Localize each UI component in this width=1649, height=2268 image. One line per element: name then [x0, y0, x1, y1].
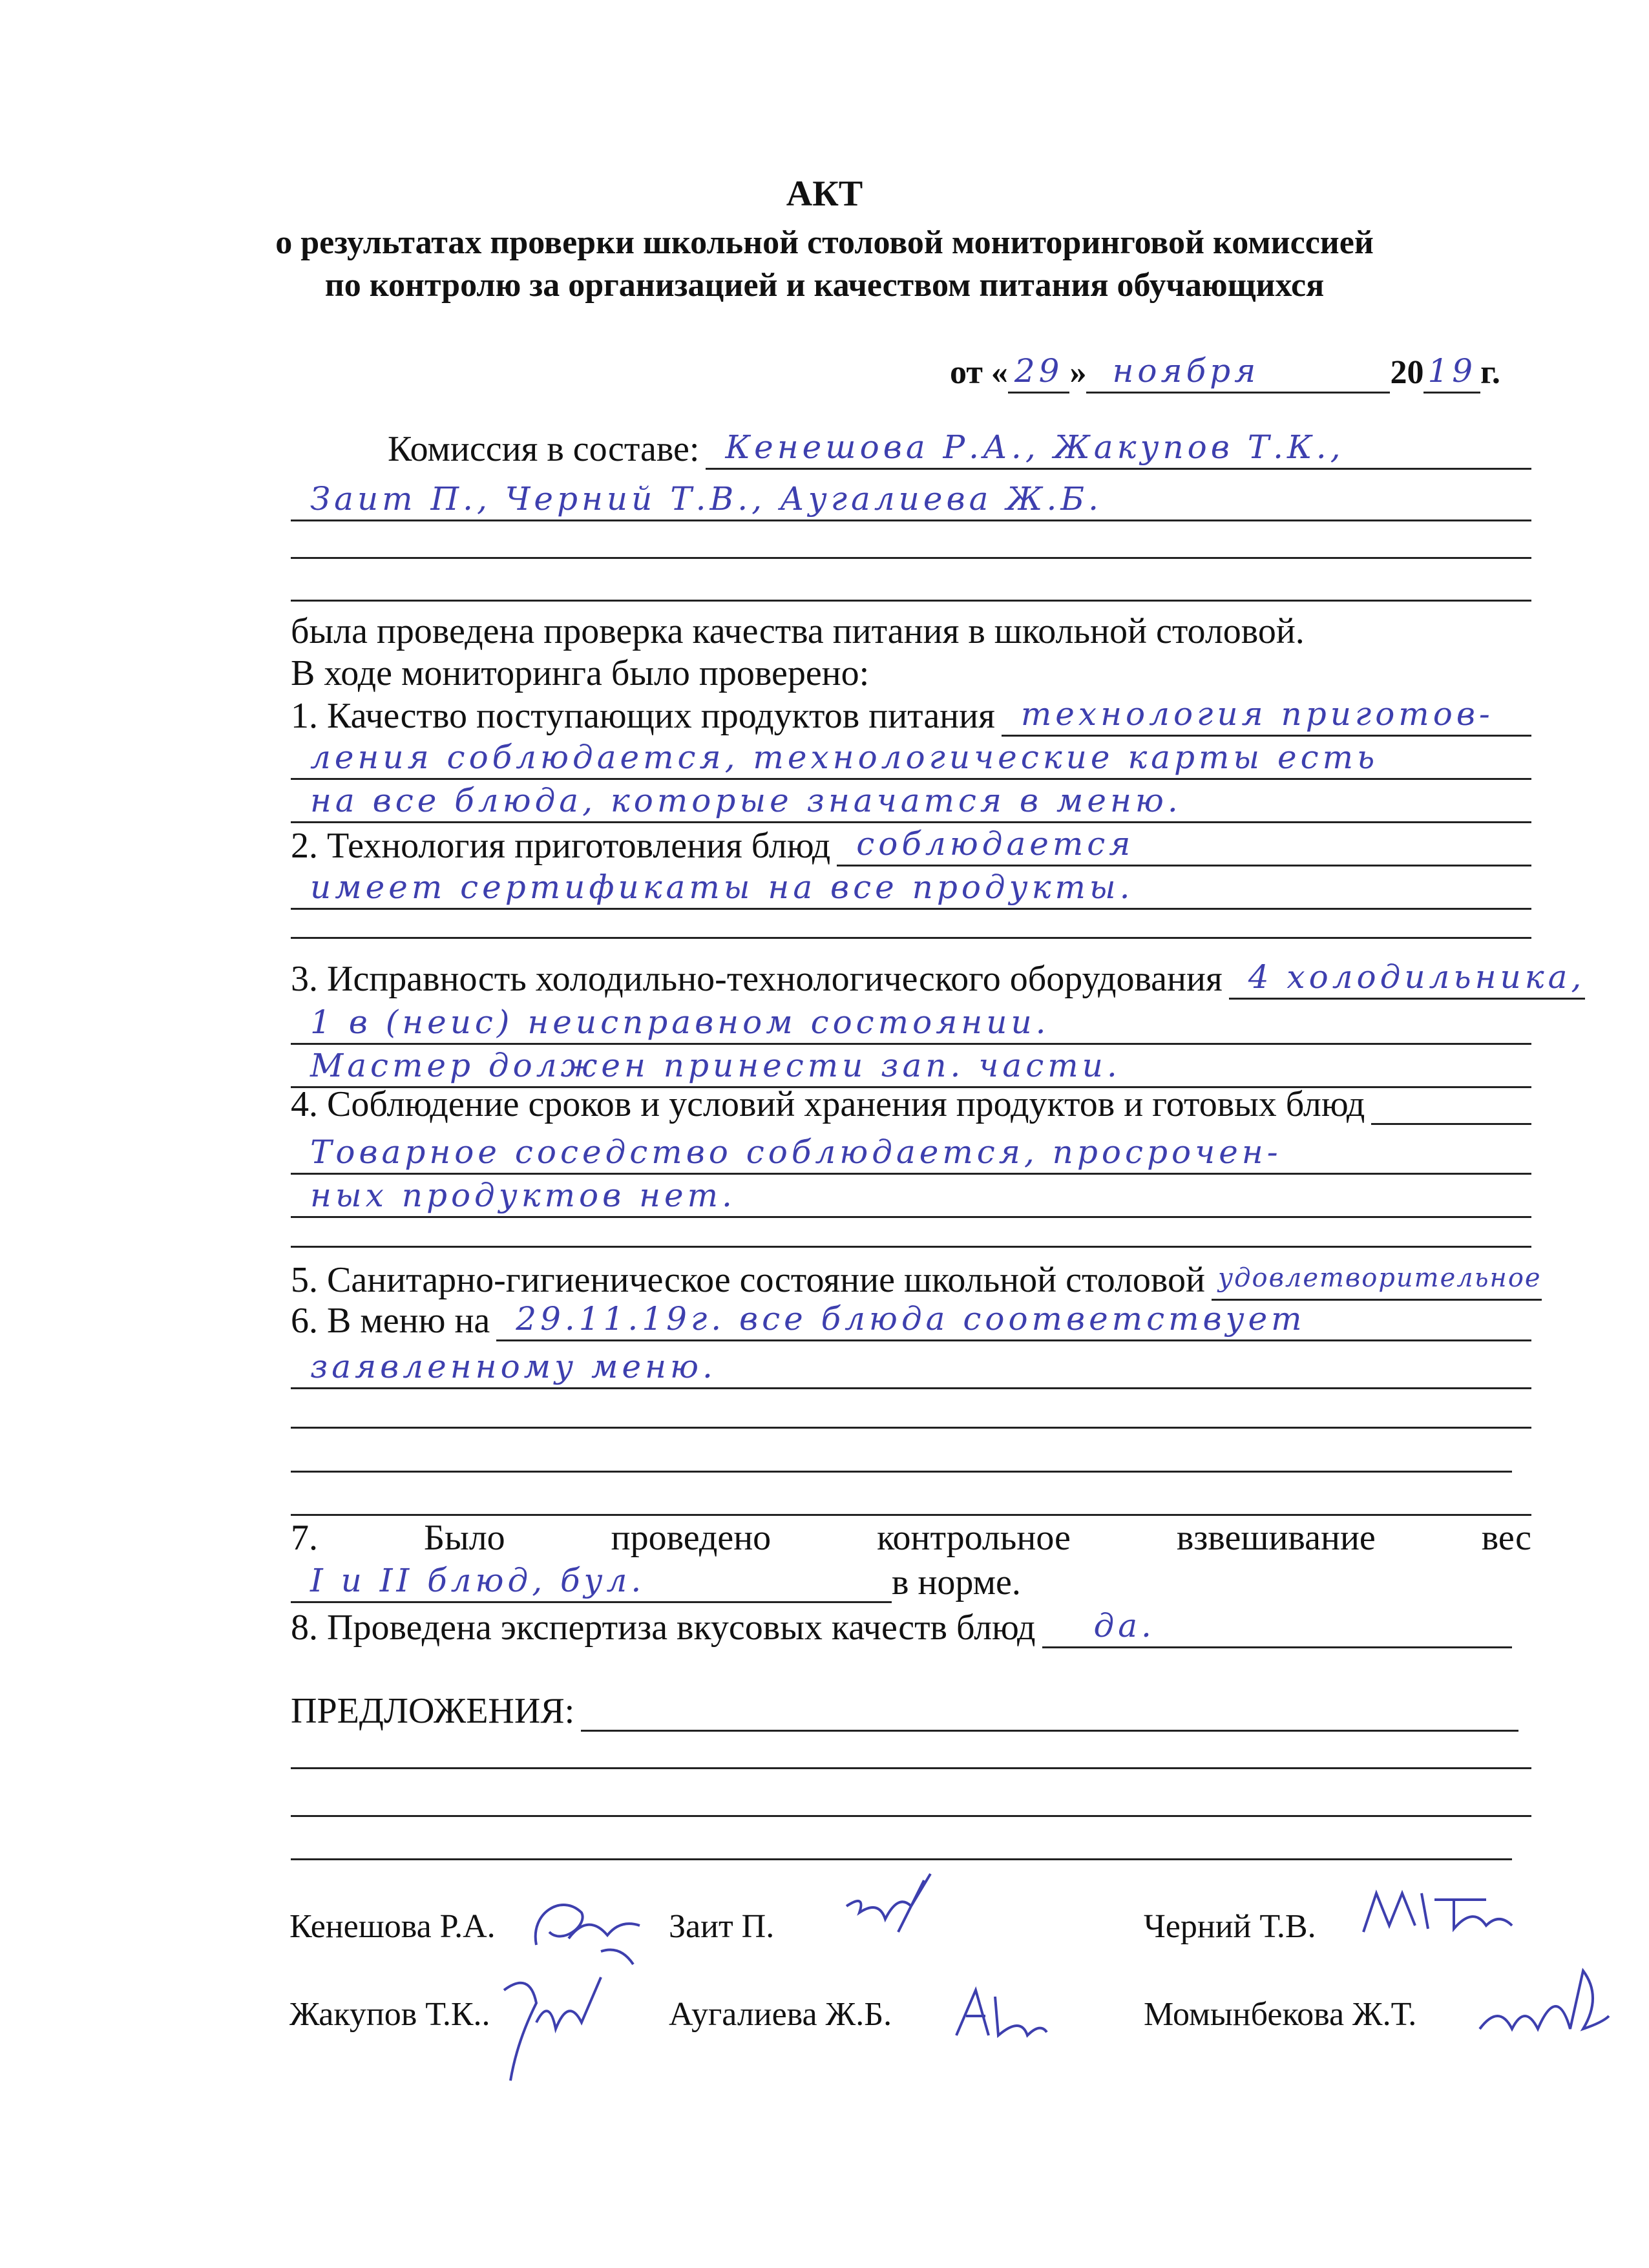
item-5-answer: удовлетворительное [1212, 1257, 1542, 1301]
blank-line [291, 1471, 1512, 1473]
item-2 [291, 823, 1531, 866]
blank-line [291, 557, 1531, 559]
item-1-answer-3: на все блюда, которые значатся в меню. [291, 780, 1531, 823]
item-4-answer-2: ных продуктов нет. [291, 1175, 1531, 1218]
item-3-answer-1: 4 холодильника, [1229, 956, 1586, 1000]
item-6 [291, 1298, 1531, 1341]
blank-line [291, 1514, 1531, 1516]
signature-name: Заит П. [669, 1908, 775, 1945]
item-3-label: 3. Исправность холодильно-технологического оборудования [291, 959, 1223, 999]
item-4-blank [1371, 1084, 1531, 1125]
item-2-label: 2. Технология приготовления блюд [291, 826, 831, 866]
item-1-answer-1: технология приготов- [1002, 693, 1531, 737]
item-7-answer: I и II блюд, бул. [291, 1560, 892, 1603]
item-8-label: 8. Проведена экспертиза вкусовых качеств блюд [291, 1608, 1036, 1648]
item-8 [291, 1605, 1512, 1648]
item-2-answer-2: имеет сертификаты на все продукты. [291, 866, 1531, 910]
item-4 [291, 1084, 1531, 1125]
item-6-answer-2: заявленному меню. [291, 1346, 1531, 1389]
document-subtitle-1: о результатах проверки школьной столовой мониторинговой комиссией [275, 224, 1374, 261]
blank-line [291, 1858, 1512, 1860]
item-4-label: 4. Соблюдение сроков и условий хранения продуктов и готовых блюд [291, 1084, 1365, 1124]
signature-name: Кенешова Р.А. [289, 1908, 496, 1945]
blank-line [291, 1767, 1531, 1769]
commission-row [388, 426, 1531, 470]
date-month: ноября [1086, 350, 1390, 394]
item-7-word: проведено [611, 1518, 772, 1558]
item-3-answer-3: Мастер должен принести зап. части. [291, 1045, 1531, 1088]
item-7-continuation [291, 1560, 1034, 1603]
date-year-prefix: 20 [1390, 354, 1424, 391]
blank-line [291, 937, 1531, 939]
blank-line [291, 1427, 1531, 1429]
signature-mark [1473, 1958, 1615, 2061]
item-1-answer-2: ления соблюдается, технологические карты есть [291, 737, 1531, 780]
commission-members-1: Кенешова Р.А., Жакупов Т.К., [706, 426, 1531, 470]
signature-name: Аугалиева Ж.Б. [669, 1996, 892, 2033]
date-mid: » [1069, 354, 1087, 391]
intro-text-2: В ходе мониторинга было проверено: [291, 653, 870, 693]
blank-line [291, 1815, 1531, 1817]
document-date [950, 350, 1500, 394]
proposals-label: ПРЕДЛОЖЕНИЯ: [291, 1691, 575, 1731]
signature-mark [523, 1874, 653, 1977]
proposals [291, 1690, 1518, 1732]
commission-label: Комиссия в составе: [388, 429, 700, 469]
proposals-blank [581, 1691, 1518, 1732]
item-7-tail: в норме. [892, 1562, 1021, 1602]
intro-text-1: была проведена проверка качества питания в школьной столовой. [291, 611, 1305, 651]
signature-name: Черний Т.В. [1144, 1908, 1316, 1945]
date-year: 19 [1423, 350, 1480, 394]
date-suffix: г. [1480, 354, 1500, 391]
item-7-word: взвешивание [1176, 1518, 1376, 1558]
commission-members-2: Заит П., Черний Т.В., Аугалиева Ж.Б. [291, 478, 1531, 521]
item-4-answer-1: Товарное соседство соблюдается, просрочен- [291, 1131, 1531, 1175]
document-subtitle-2: по контролю за организацией и качеством питания обучающихся [324, 267, 1325, 304]
signature-mark [950, 1977, 1053, 2048]
date-day: 29 [1008, 350, 1070, 394]
signature-mark [1357, 1880, 1525, 1945]
item-3-answer-2: 1 в (неис) неисправном состоянии. [291, 1002, 1531, 1045]
item-3 [291, 956, 1586, 1000]
item-7-word: вес [1481, 1518, 1531, 1558]
signature-name: Жакупов Т.К.. [289, 1996, 490, 2033]
item-7 [291, 1517, 1531, 1559]
item-6-answer-1: 29.11.19г. все блюда соответствует [496, 1298, 1531, 1341]
item-5-label: 5. Санитарно-гигиеническое состояние школьной столовой [291, 1260, 1205, 1300]
item-7-word: Было [423, 1518, 505, 1558]
item-6-label: 6. В меню на [291, 1301, 490, 1341]
item-1-label: 1. Качество поступающих продуктов питания [291, 696, 995, 736]
commission-row-2 [291, 478, 1531, 521]
item-5 [291, 1257, 1542, 1301]
item-2-answer-1: соблюдается [837, 823, 1531, 866]
item-8-answer: да. [1042, 1605, 1512, 1648]
item-7-word: контрольное [877, 1518, 1071, 1558]
date-prefix: от « [950, 354, 1008, 391]
signature-mark [840, 1867, 943, 1945]
item-7-word: 7. [291, 1518, 318, 1558]
blank-line [291, 600, 1531, 602]
item-1 [291, 693, 1531, 737]
document-title: АКТ [786, 174, 863, 214]
blank-line [291, 1246, 1531, 1248]
signature-mark [478, 1964, 620, 2094]
signature-name: Момынбекова Ж.Т. [1144, 1996, 1417, 2033]
